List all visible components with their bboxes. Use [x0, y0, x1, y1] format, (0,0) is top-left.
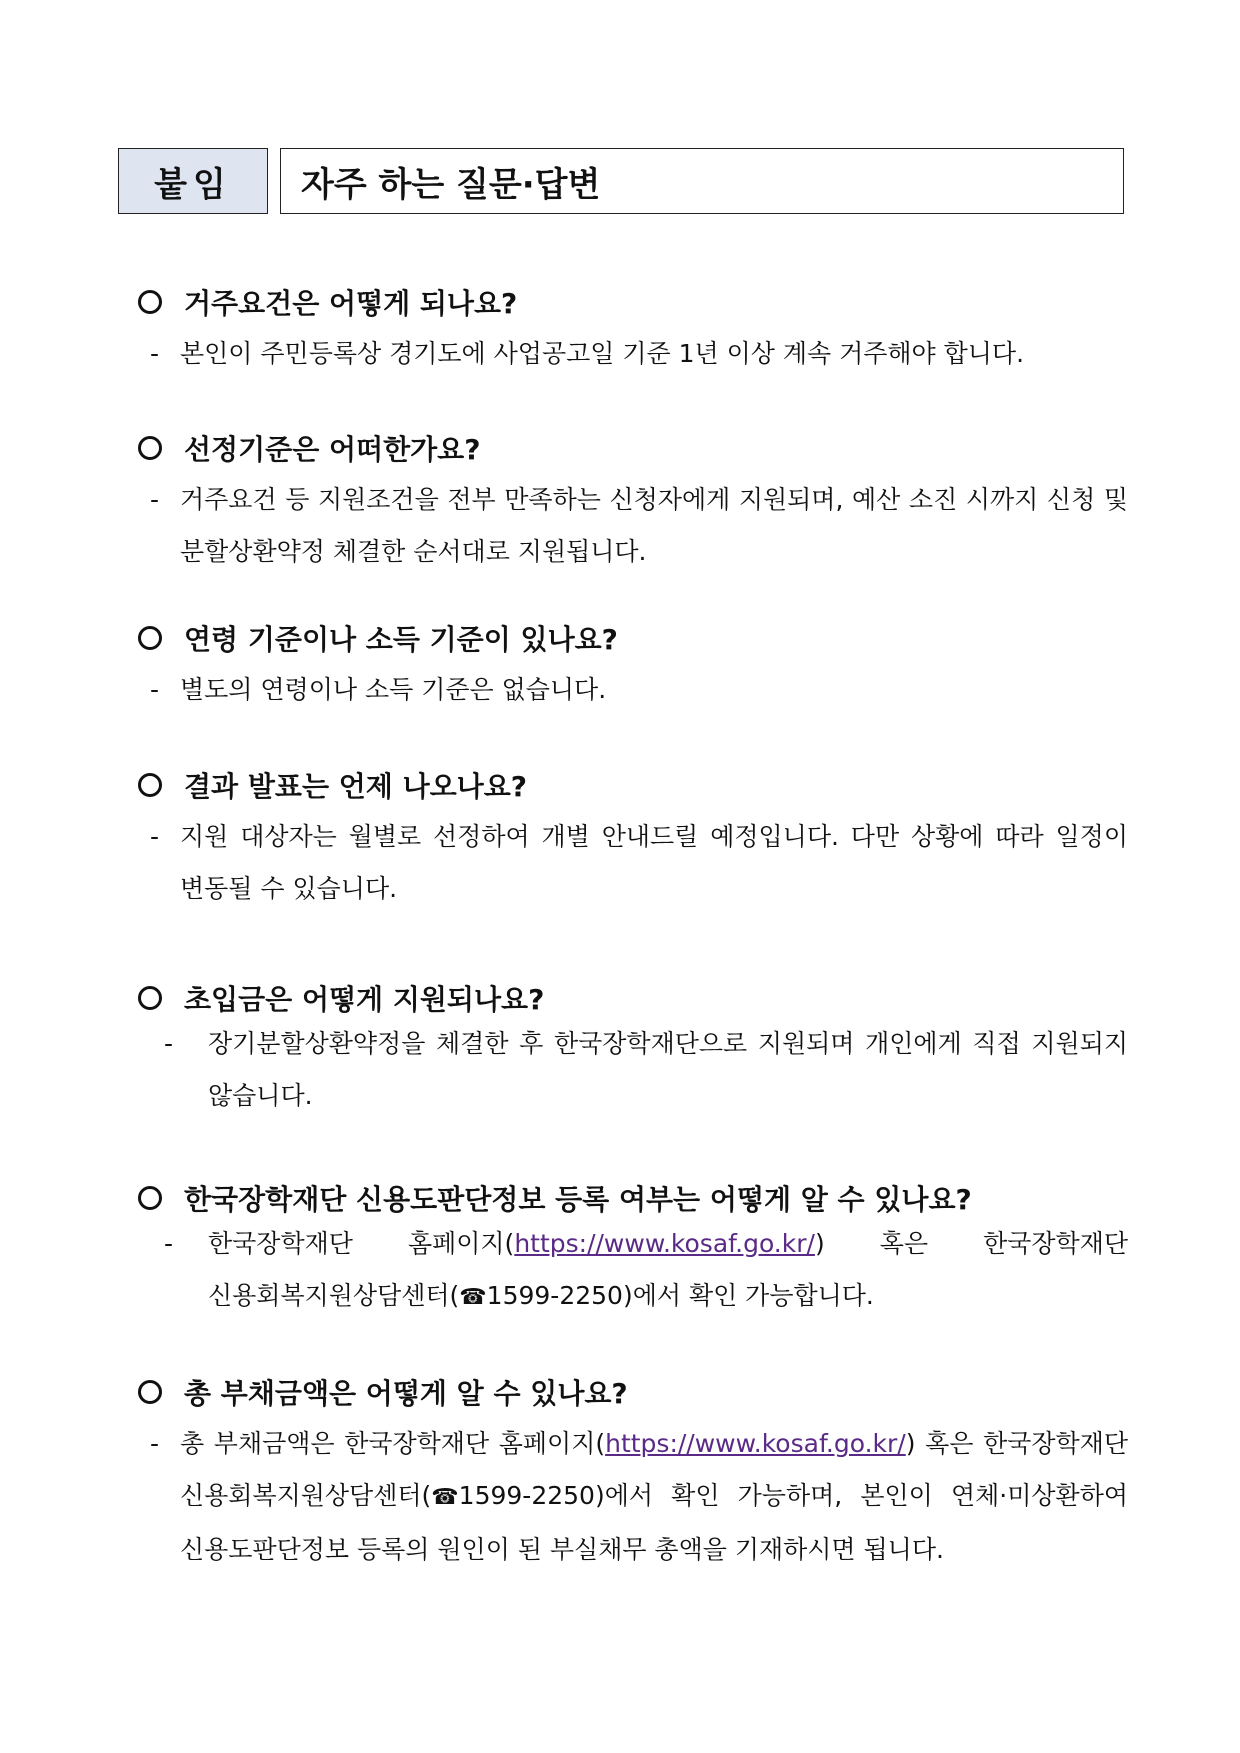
dash-marker: -: [150, 675, 160, 704]
faq-item: [138, 428, 1128, 578]
answer-text-mid: ) 혹은 한국장학재단 신용회복지원상담센터(: [180, 1429, 1128, 1510]
dash-marker: -: [150, 1429, 160, 1458]
circle-bullet-icon: [138, 773, 162, 797]
faq-question: [138, 282, 1128, 322]
dash-marker: -: [150, 485, 160, 514]
faq-question: [138, 1372, 1128, 1412]
faq-answer: [138, 1018, 1128, 1122]
answer-text-pre: 총 부채금액은 한국장학재단 홈페이지(: [180, 1429, 606, 1458]
dash-marker: -: [150, 822, 160, 851]
kosaf-homepage-link[interactable]: https://www.kosaf.go.kr/: [605, 1429, 906, 1458]
faq-item: [138, 765, 1128, 915]
circle-bullet-icon: [138, 1186, 162, 1210]
faq-answer: [138, 664, 1128, 716]
faq-answer-text: 본인이 주민등록상 경기도에 사업공고일 기준 1년 이상 계속 거주해야 합니다.: [180, 339, 1025, 368]
faq-question-text: 결과 발표는 언제 나오나요?: [184, 770, 528, 803]
faq-answer: [138, 811, 1128, 915]
circle-bullet-icon: [138, 986, 162, 1010]
faq-question-text: 선정기준은 어떠한가요?: [184, 433, 481, 466]
kosaf-homepage-link[interactable]: https://www.kosaf.go.kr/: [514, 1229, 815, 1258]
dash-marker: -: [150, 339, 160, 368]
answer-text-post: 1599-2250)에서 확인 가능하며, 본인이 연체·미상환하여 신용도판단정보 등록의 원인이 된 부실채무 총액을 기재하시면 됩니다.: [180, 1481, 1128, 1564]
faq-answer: [138, 328, 1128, 380]
page-title: 자주 하는 질문·답변: [280, 148, 1124, 214]
faq-answer-text: 지원 대상자는 월별로 선정하여 개별 안내드릴 예정입니다. 다만 상황에 따라 일정이 변동될 수 있습니다.: [180, 822, 1128, 903]
faq-answer: [138, 474, 1128, 578]
faq-question: [138, 978, 1128, 1018]
answer-text-post: 1599-2250)에서 확인 가능합니다.: [486, 1281, 874, 1310]
faq-item: [138, 282, 1128, 380]
answer-text-pre: 한국장학재단 홈페이지(: [208, 1229, 515, 1258]
faq-question: [138, 428, 1128, 468]
faq-answer: [138, 1218, 1128, 1324]
phone-icon: ☎: [431, 1485, 459, 1510]
faq-answer-text: [208, 1218, 1128, 1324]
faq-item: [138, 978, 1128, 1122]
faq-question-text: 거주요건은 어떻게 되나요?: [184, 287, 518, 320]
faq-answer-text: 장기분할상환약정을 체결한 후 한국장학재단으로 지원되며 개인에게 직접 지원되지 않습니다.: [208, 1029, 1128, 1110]
faq-item: [138, 1178, 1128, 1324]
circle-bullet-icon: [138, 436, 162, 460]
faq-item: [138, 1372, 1128, 1576]
faq-answer-text: [180, 1418, 1128, 1576]
circle-bullet-icon: [138, 626, 162, 650]
attachment-tag: 붙임: [118, 148, 268, 214]
dash-marker: -: [164, 1229, 174, 1258]
dash-marker: -: [164, 1029, 174, 1058]
answer-text-mid: ) 혹은 한국장학재단 신용회복지원상담센터(: [208, 1229, 1128, 1310]
faq-question: [138, 765, 1128, 805]
faq-answer-text: 거주요건 등 지원조건을 전부 만족하는 신청자에게 지원되며, 예산 소진 시까지 신청 및 분할상환약정 체결한 순서대로 지원됩니다.: [180, 485, 1128, 566]
faq-question: [138, 1178, 1128, 1218]
faq-question-text: 초입금은 어떻게 지원되나요?: [184, 983, 545, 1016]
faq-question-text: 연령 기준이나 소득 기준이 있나요?: [184, 623, 618, 656]
faq-answer: [138, 1418, 1128, 1576]
header: [118, 148, 1124, 216]
faq-question-text: 총 부채금액은 어떻게 알 수 있나요?: [184, 1377, 628, 1410]
faq-question-text: 한국장학재단 신용도판단정보 등록 여부는 어떻게 알 수 있나요?: [184, 1183, 972, 1216]
faq-question: [138, 618, 1128, 658]
circle-bullet-icon: [138, 290, 162, 314]
faq-item: [138, 618, 1128, 716]
phone-icon: ☎: [459, 1285, 487, 1310]
circle-bullet-icon: [138, 1380, 162, 1404]
faq-answer-text: 별도의 연령이나 소득 기준은 없습니다.: [180, 675, 607, 704]
